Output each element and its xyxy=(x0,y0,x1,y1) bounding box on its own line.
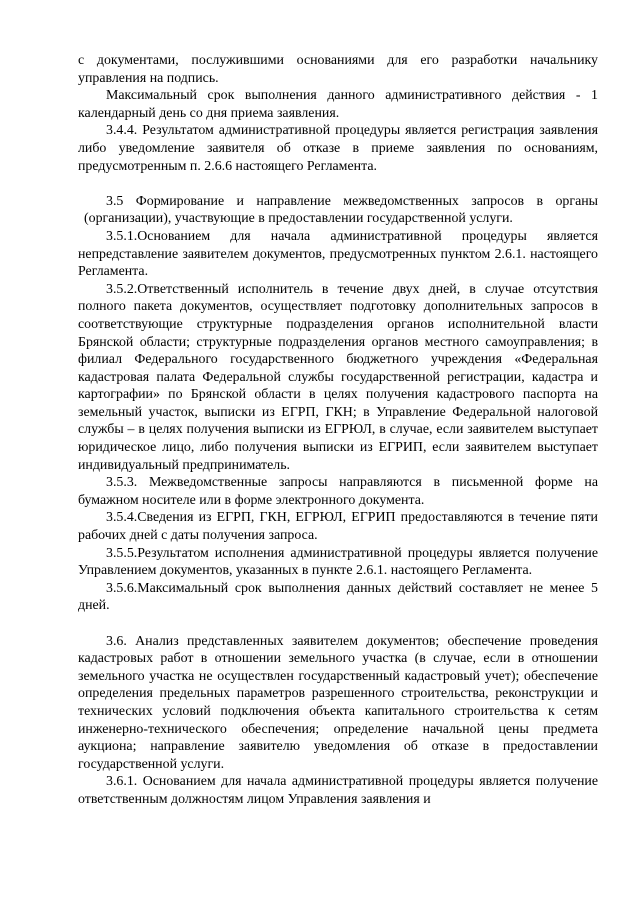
paragraph-3-5-1: 3.5.1.Основанием для начала административной процедуры является непредставление заявителем документов, предусмотренных пунктом 2.6.1. настоящего Регламента. xyxy=(78,228,598,280)
paragraph-continuation: с документами, послужившими основаниями для его разработки начальнику управления на подпись. xyxy=(78,53,598,86)
paragraph-3-5-3: 3.5.3. Межведомственные запросы направляются в письменной форме на бумажном носителе или в форме электронного документа. xyxy=(78,475,598,508)
document-body xyxy=(78,52,598,809)
section-heading-3-6: 3.6. Анализ представленных заявителем документов; обеспечение проведения кадастровых работ в отношении земельного участка (в случае, если в отношении земельного участка не осуществлен государственный кадастровый учет); обеспечение определения предельных параметров разрешенного строительства, реконструкции и технических условий подключения объекта капитального строительства к сетям инженерно-технического обеспечения; определение начальной цены предмета аукциона; направление заявителю уведомления об отказе в предоставлении государственной услуги. xyxy=(78,633,598,772)
paragraph-3-5-5: 3.5.5.Результатом исполнения административной процедуры является получение Управлением документов, указанных в пункте 2.6.1. настоящего Регламента. xyxy=(78,545,598,579)
paragraph-3-5-2: 3.5.2.Ответственный исполнитель в течение двух дней, в случае отсутствия полного пакета документов, осуществляет подготовку дополнительных запросов в соответствующие структурные подразделения органов исполнительной власти Брянской области; структурные подразделения органов местного самоуправления; в филиал Федерального государственного бюджетного учреждения «Федеральная кадастровая палата Федеральной службы государственной регистрации, кадастра и картографии» по Брянской области в целях получения кадастрового паспорта на земельный участок, выписки из ЕГРП, ГКН; в Управление Федеральной налоговой службы – в целях получения выписки из ЕГРЮЛ, в случае, если заявителем выступает юридическое лицо, либо получения выписки из ЕГРИП, если заявителем выступает индивидуальный предприниматель. xyxy=(78,281,598,473)
paragraph-3-6-1: 3.6.1. Основанием для начала административной процедуры является получение ответственным должностям лицом Управления заявления и xyxy=(78,774,598,807)
paragraph-3-5-6: 3.5.6.Максимальный срок выполнения данных действий составляет не менее 5 дней. xyxy=(78,580,598,614)
paragraph-3-4-4: 3.4.4. Результатом административной процедуры является регистрация заявления либо уведомление заявителя об отказе в приеме заявления по основаниям, предусмотренным п. 2.6.6 настоящего Регламента. xyxy=(78,123,598,174)
section-heading-3-5: 3.5 Формирование и направление межведомственных запросов в органы (организации), участвующие в предоставлении государственной услуги. xyxy=(84,193,598,227)
paragraph-3-5-4: 3.5.4.Сведения из ЕГРП, ГКН, ЕГРЮЛ, ЕГРИП предоставляются в течение пяти рабочих дней с даты получения запроса. xyxy=(78,510,598,544)
paragraph-max-term-1-day: Максимальный срок выполнения данного административного действия - 1 календарный день со дня приема заявления. xyxy=(78,88,598,121)
